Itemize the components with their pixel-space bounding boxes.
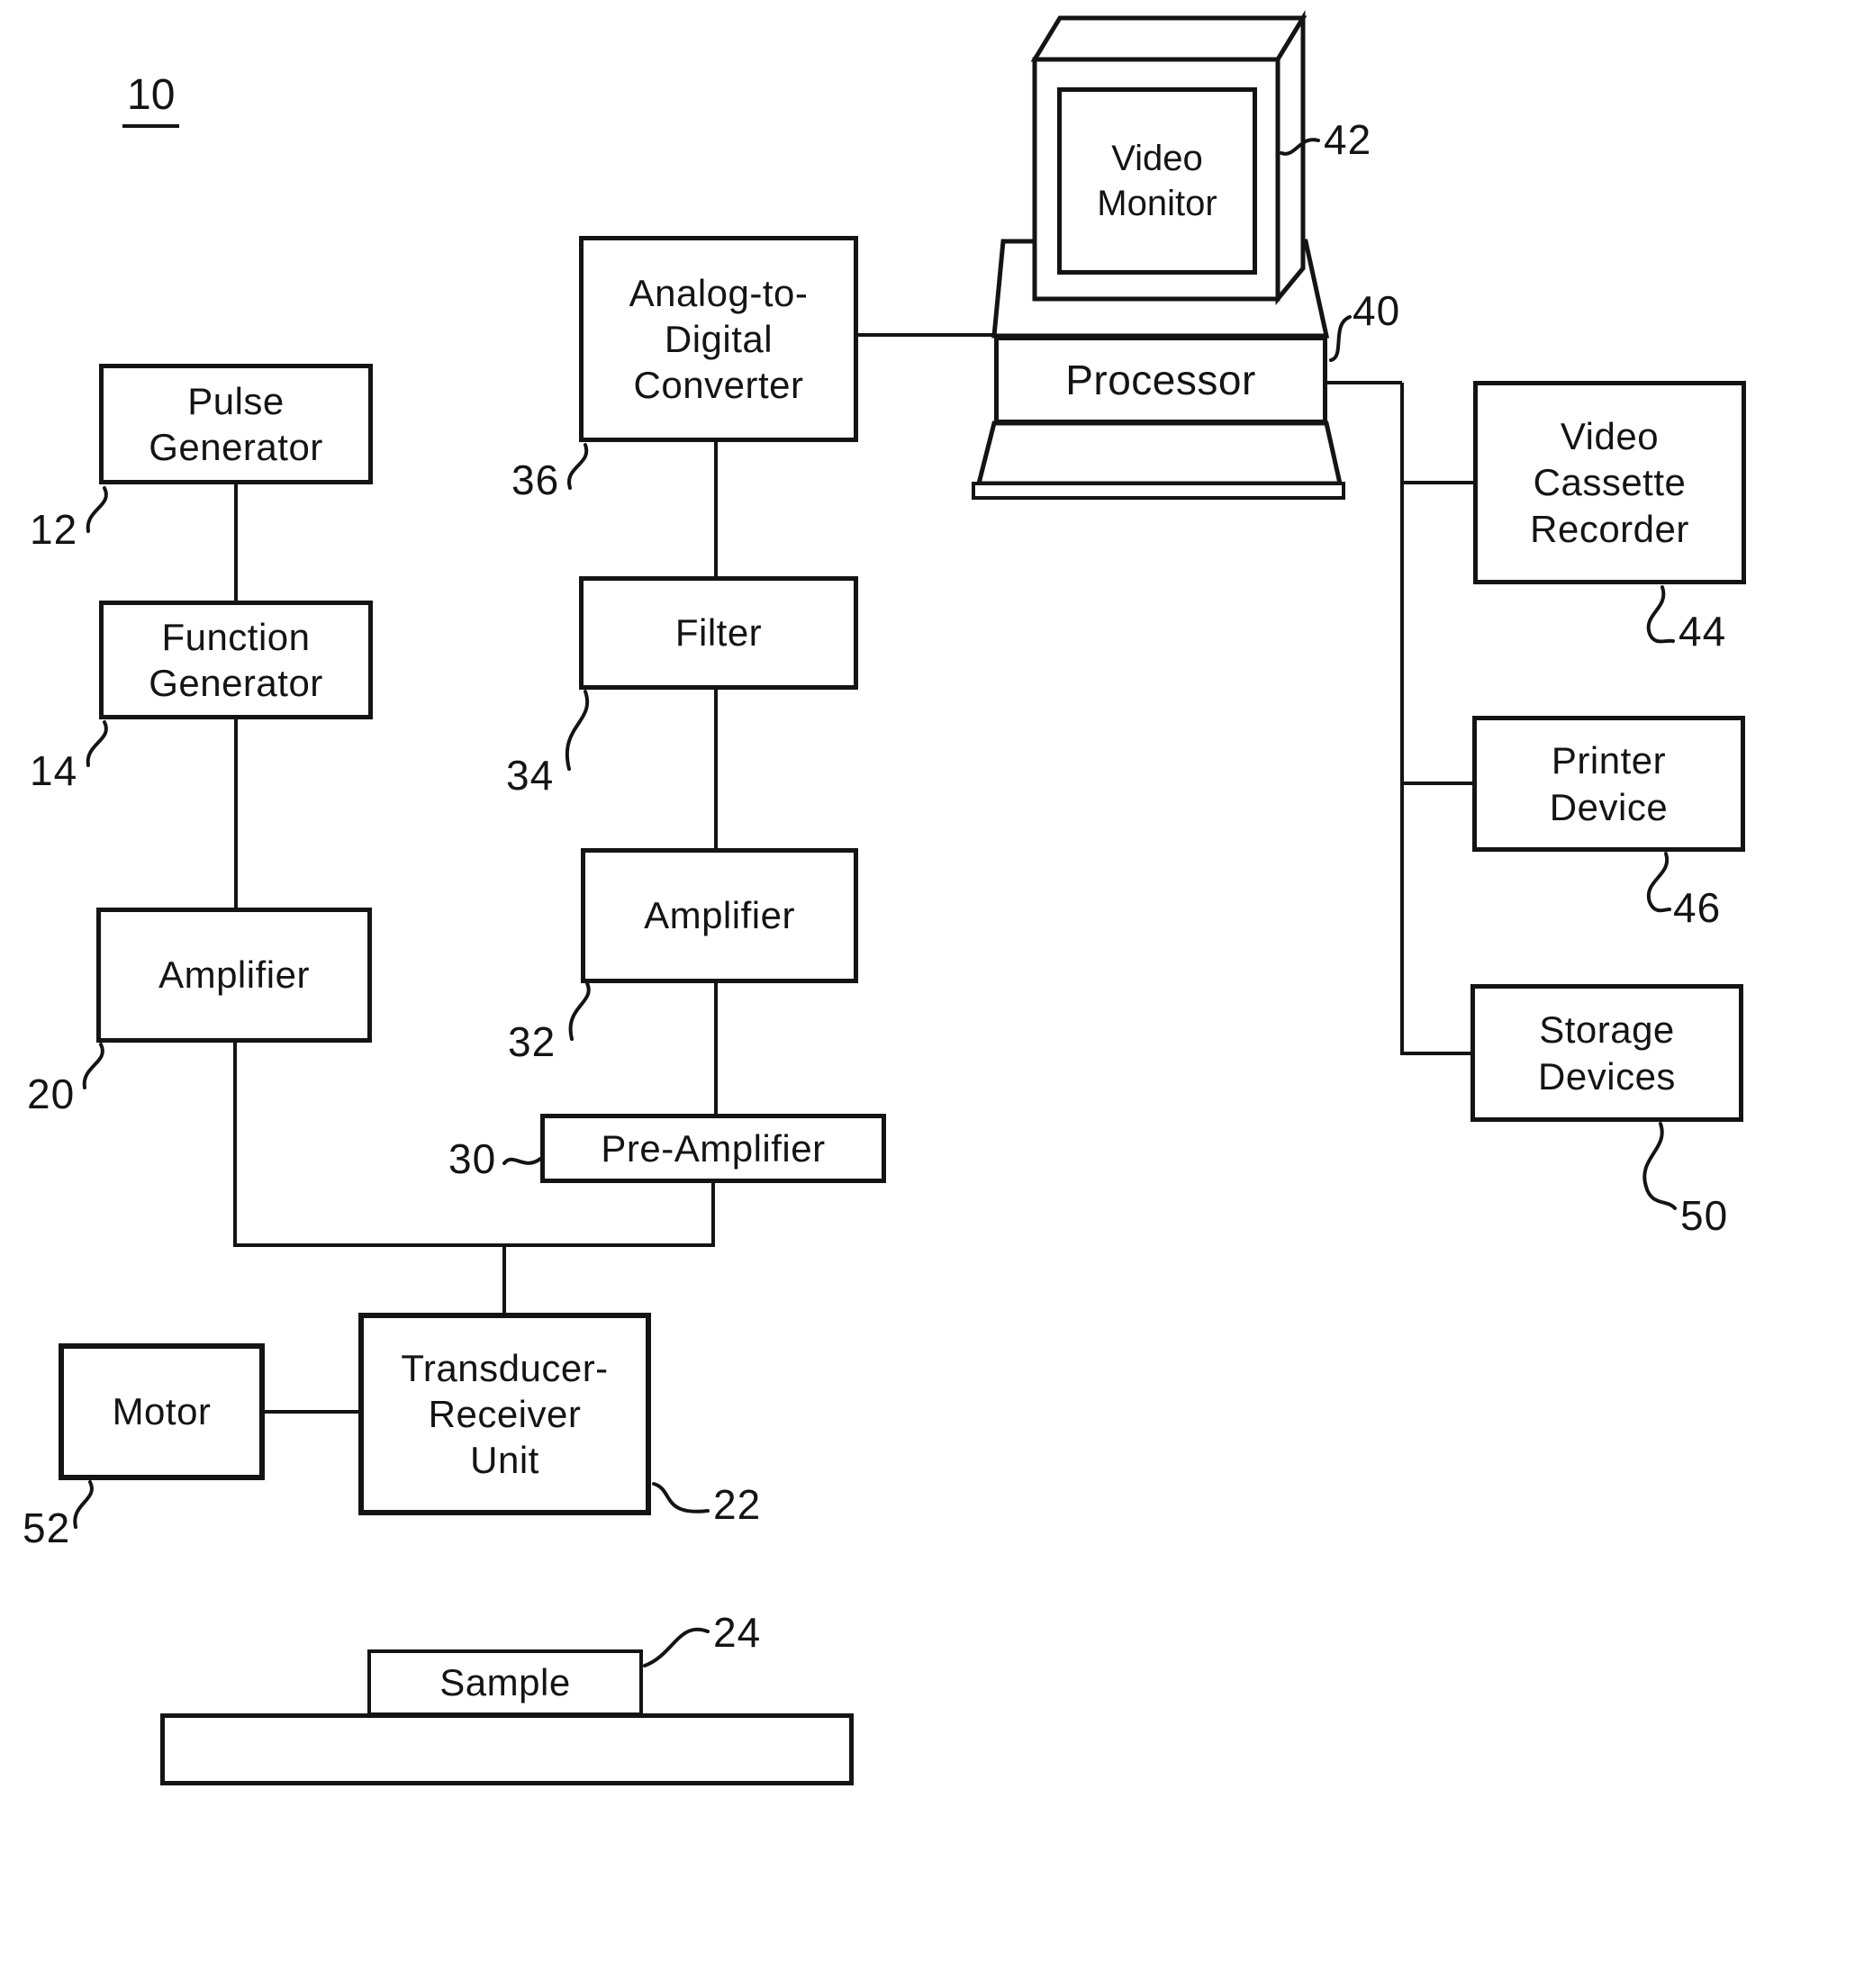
leader-22 [654,1484,708,1512]
ref-video-cassette-recorder: 44 [1679,608,1727,655]
processor-base-strip [973,483,1344,498]
box-transducer-receiver-unit: Transducer- Receiver Unit [358,1313,651,1515]
leader-30 [504,1159,540,1163]
leader-24 [645,1630,708,1666]
ref-filter: 34 [506,752,555,799]
box-processor: Processor [994,336,1327,424]
leader-12 [88,488,106,531]
figure-number: 10 [122,74,179,128]
box-amplifier-mid: Amplifier [581,848,858,983]
ref-printer-device: 46 [1673,884,1722,931]
ref-amplifier-mid: 32 [508,1018,556,1065]
leader-52 [75,1482,92,1527]
leader-20 [85,1044,103,1088]
monitor-side-face [1278,18,1303,299]
ref-storage-devices: 50 [1680,1192,1729,1239]
ref-adc: 36 [511,456,560,503]
box-video-monitor: Video Monitor [1057,87,1257,275]
box-storage-devices: Storage Devices [1470,984,1743,1122]
ref-pulse-generator: 12 [30,506,78,553]
leader-44 [1649,587,1673,642]
box-pulse-generator: Pulse Generator [99,364,373,484]
ref-video-monitor: 42 [1324,116,1372,163]
monitor-top-face [1035,18,1303,59]
box-pre-amplifier: Pre-Amplifier [540,1114,886,1183]
leader-14 [88,722,106,765]
processor-base-face [979,423,1340,483]
box-function-generator: Function Generator [99,601,373,719]
ref-amplifier-left: 20 [27,1071,76,1117]
ref-function-generator: 14 [30,747,78,794]
box-sample: Sample [367,1649,643,1716]
leader-36 [569,445,586,488]
ref-motor: 52 [23,1505,71,1551]
ref-processor: 40 [1353,287,1401,334]
box-analog-to-digital-converter: Analog-to- Digital Converter [579,236,858,442]
sample-stage-platform [160,1713,854,1785]
leader-46 [1649,854,1670,910]
box-amplifier-left: Amplifier [96,908,372,1043]
box-video-cassette-recorder: Video Cassette Recorder [1473,381,1746,584]
box-motor: Motor [59,1343,265,1480]
leader-40 [1331,317,1350,360]
ref-transducer: 22 [713,1481,762,1528]
ref-sample: 24 [713,1609,762,1656]
leader-34 [567,691,587,769]
leader-50 [1644,1124,1675,1208]
leader-32 [571,983,589,1039]
box-printer-device: Printer Device [1472,716,1745,852]
ref-pre-amplifier: 30 [448,1135,497,1182]
box-filter: Filter [579,576,858,690]
